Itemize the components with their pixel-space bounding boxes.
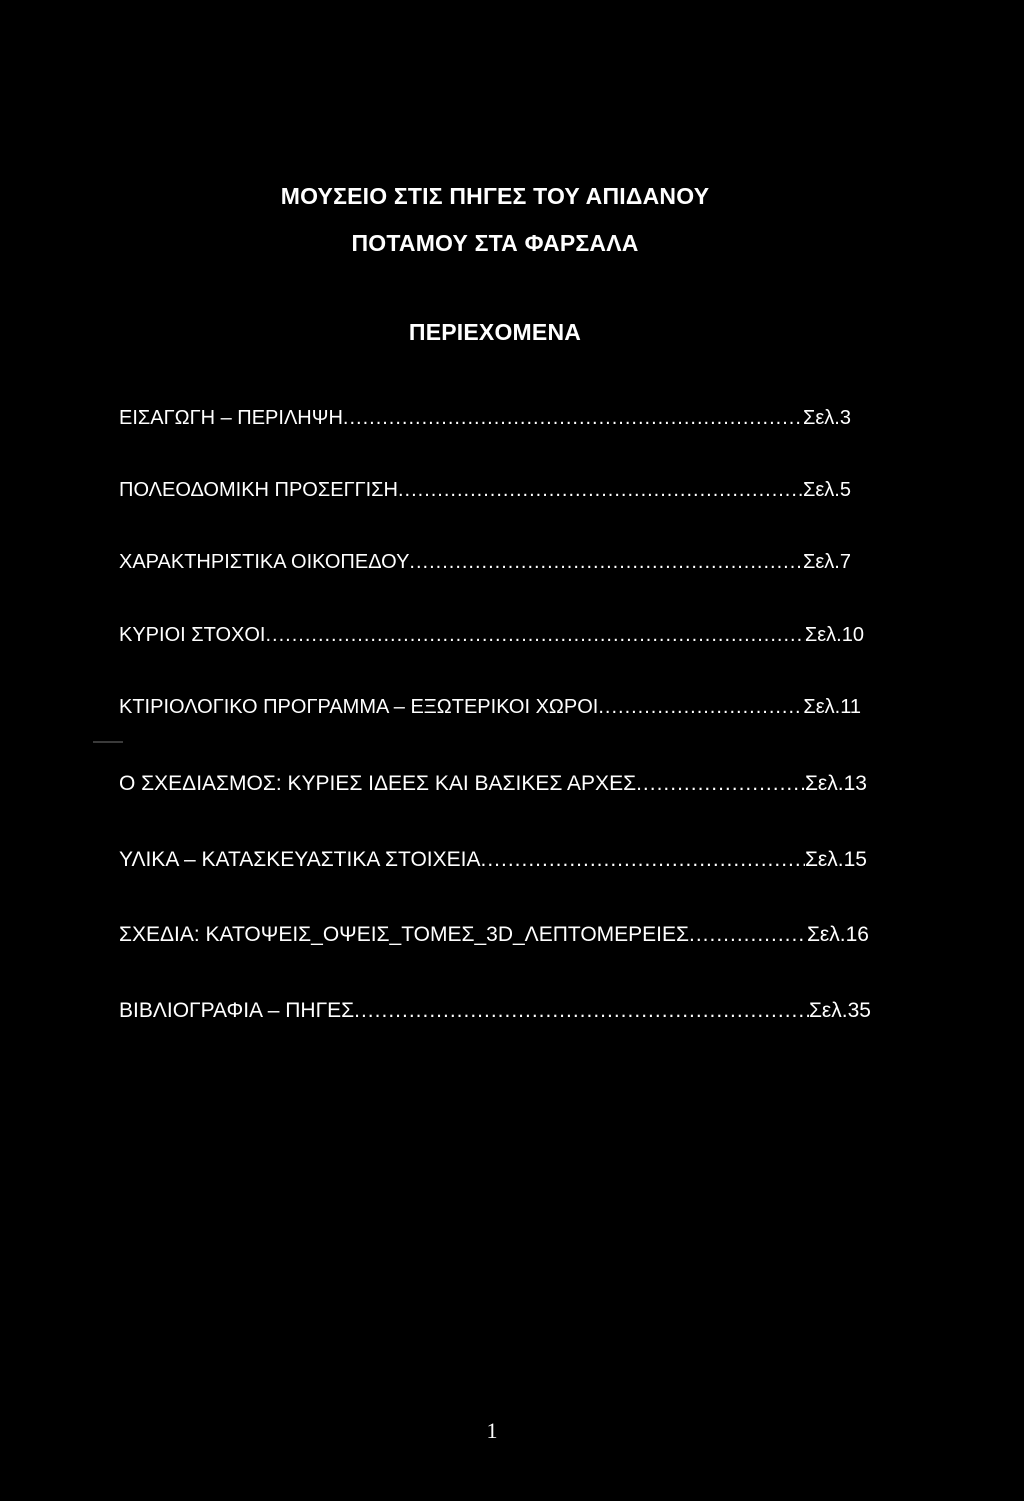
toc-entry-label: ΚΥΡΙΟΙ ΣΤΟΧΟΙ [119, 624, 266, 646]
document-title-line-2: ΠΟΤΑΜΟΥ ΣΤΑ ΦΑΡΣΑΛΑ [351, 230, 639, 256]
toc-entry-label: ΚΤΙΡΙΟΛΟΓΙΚΟ ΠΡΟΓΡΑΜΜΑ – ΕΞΩΤΕΡΙΚΟΙ ΧΩΡΟΙ [119, 696, 599, 718]
toc-entry [119, 407, 851, 435]
toc-entry-page: Σελ.35 [808, 999, 871, 1022]
toc-entry [119, 696, 861, 724]
toc-entry-page: Σελ.10 [804, 624, 864, 646]
toc-leader-dots [343, 407, 803, 430]
toc-entry-page: Σελ.11 [803, 696, 861, 718]
scan-artifact [93, 741, 123, 743]
toc-entry-label: ΣΧΕΔΙΑ: ΚΑΤΟΨΕΙΣ_ΟΨΕΙΣ_ΤΟΜΕΣ_3D_ΛΕΠΤΟΜΕΡΕΙΕΣ [119, 923, 689, 946]
toc-entry-page: Σελ.3 [803, 407, 851, 429]
toc-entry-label: ΒΙΒΛΙΟΓΡΑΦΙΑ – ΠΗΓΕΣ [119, 999, 355, 1022]
toc-entry [119, 923, 869, 951]
toc-entry [119, 772, 867, 800]
page-number: 1 [486, 1418, 498, 1443]
toc-entry [119, 848, 867, 876]
toc-leader-dots [480, 848, 804, 872]
toc-entry-label: ΕΙΣΑΓΩΓΗ – ΠΕΡΙΛΗΨΗ [119, 407, 343, 429]
toc-leader-dots [598, 696, 803, 719]
document-title-line-1: ΜΟΥΣΕΙΟ ΣΤΙΣ ΠΗΓΕΣ ΤΟΥ ΑΠΙΔΑΝΟΥ [280, 183, 710, 209]
toc-entry-label: Ο ΣΧΕΔΙΑΣΜΟΣ: ΚΥΡΙΕΣ ΙΔΕΕΣ ΚΑΙ ΒΑΣΙΚΕΣ ΑΡΧΕΣ [119, 772, 637, 795]
toc-leader-dots [354, 999, 809, 1023]
toc-leader-dots [636, 772, 805, 796]
toc-entry-page: Σελ.5 [803, 479, 851, 501]
toc-entry-page: Σελ.15 [804, 848, 867, 871]
toc-entry [119, 624, 864, 652]
toc-leader-dots [689, 923, 807, 947]
toc-leader-dots [398, 479, 803, 502]
toc-leader-dots [409, 551, 803, 574]
toc-entry [119, 999, 871, 1027]
toc-entry [119, 479, 851, 507]
toc-entry-label: ΥΛΙΚΑ – ΚΑΤΑΣΚΕΥΑΣΤΙΚΑ ΣΤΟΙΧΕΙΑ [119, 848, 481, 871]
toc-heading: ΠΕΡΙΕΧΟΜΕΝΑ [408, 319, 582, 345]
toc-entry-page: Σελ.16 [806, 923, 869, 946]
toc-entry-page: Σελ.13 [804, 772, 867, 795]
toc-entry-label: ΠΟΛΕΟΔΟΜΙΚΗ ΠΡΟΣΕΓΓΙΣΗ [119, 479, 398, 501]
toc-leader-dots [265, 624, 804, 647]
toc-entry-page: Σελ.7 [803, 551, 851, 573]
toc-entry [119, 551, 851, 579]
toc-entry-label: ΧΑΡΑΚΤΗΡΙΣΤΙΚΑ ΟΙΚΟΠΕΔΟΥ [119, 551, 410, 573]
